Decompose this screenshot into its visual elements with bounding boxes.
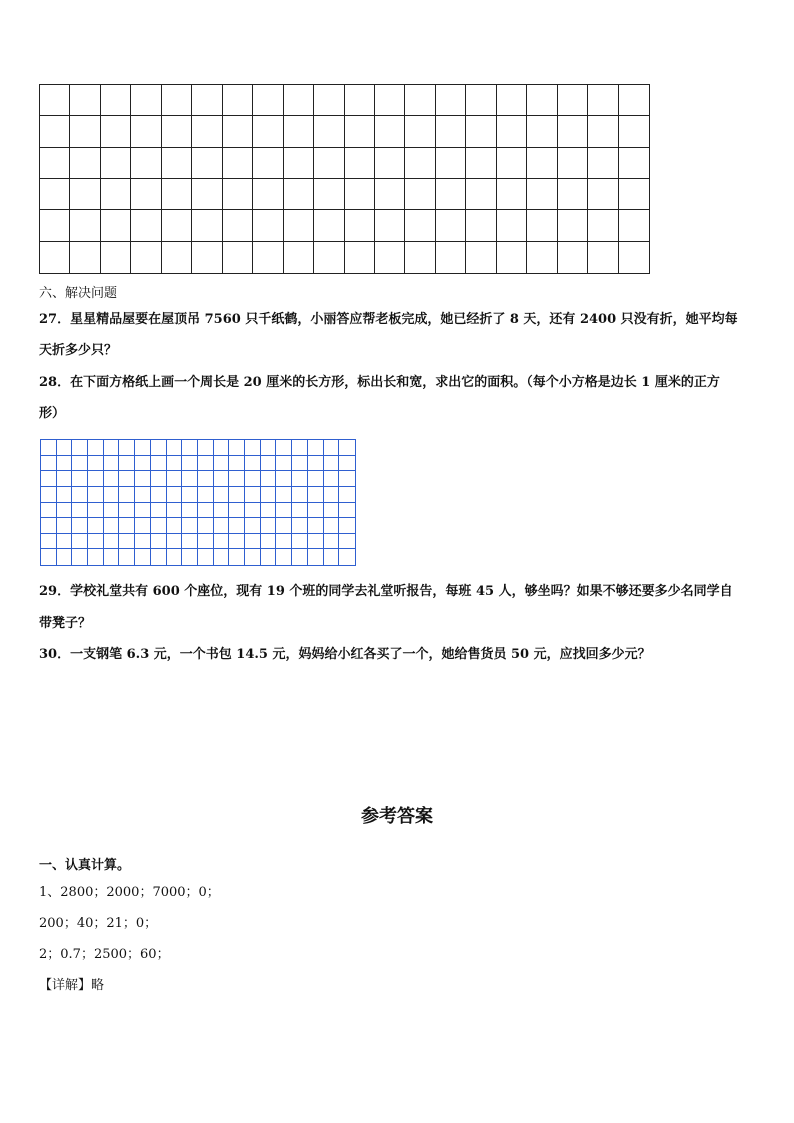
writing-grid-cell <box>436 242 466 273</box>
grid-paper-square <box>214 549 230 565</box>
writing-grid-cell <box>101 179 131 210</box>
grid-paper-square <box>182 487 198 503</box>
grid-paper-square <box>308 503 324 519</box>
writing-grid-cell <box>101 85 131 116</box>
writing-grid-cell <box>527 210 557 241</box>
writing-grid-cell <box>223 242 253 273</box>
writing-grid-cell <box>162 148 192 179</box>
writing-grid-cell <box>253 210 283 241</box>
writing-grid-cell <box>619 210 649 241</box>
grid-paper-square <box>308 471 324 487</box>
grid-paper-square <box>57 534 73 550</box>
grid-paper-square <box>167 487 183 503</box>
grid-paper-square <box>324 487 340 503</box>
grid-paper-square <box>198 440 214 456</box>
question-29-line-2: 带凳子？ <box>39 616 92 631</box>
grid-paper-square <box>167 456 183 472</box>
writing-grid-cell <box>284 85 314 116</box>
question-27-line-1: 27．星星精品屋要在屋顶吊 7560 只千纸鹤，小丽答应帮老板完成，她已经折了 8 天，还有 2400 只没有折，她平均每 <box>39 312 738 327</box>
grid-paper-square <box>214 487 230 503</box>
grid-paper-square <box>72 503 88 519</box>
grid-paper-square <box>214 456 230 472</box>
grid-paper-square <box>41 534 57 550</box>
writing-grid-cell <box>223 148 253 179</box>
question-28-line-1: 28．在下面方格纸上画一个周长是 20 厘米的长方形，标出长和宽，求出它的面积。（每个小方格是边长 1 厘米的正方 <box>39 375 720 390</box>
grid-paper-square <box>72 440 88 456</box>
writing-grid-cell <box>466 179 496 210</box>
writing-grid-cell <box>131 210 161 241</box>
writing-grid-cell <box>345 179 375 210</box>
writing-grid-cell <box>284 210 314 241</box>
grid-paper-square <box>245 549 261 565</box>
writing-grid-cell <box>253 85 283 116</box>
grid-paper-square <box>276 487 292 503</box>
grid-paper-square <box>135 440 151 456</box>
writing-grid-cell <box>497 85 527 116</box>
grid-paper-square <box>245 503 261 519</box>
grid-paper-square <box>88 503 104 519</box>
grid-paper-square <box>135 487 151 503</box>
grid-paper-square <box>57 549 73 565</box>
writing-grid-cell <box>314 116 344 147</box>
writing-grid-cell <box>405 116 435 147</box>
writing-grid-cell <box>558 210 588 241</box>
writing-grid-cell <box>192 148 222 179</box>
grid-paper-square <box>339 487 355 503</box>
grid-paper-square <box>57 503 73 519</box>
answer-line-2: 200；40；21；0； <box>39 916 158 931</box>
writing-grid-cell <box>192 116 222 147</box>
writing-grid-cell <box>70 210 100 241</box>
writing-grid-cell <box>70 148 100 179</box>
writing-grid-cell <box>314 148 344 179</box>
grid-paper-square <box>119 456 135 472</box>
grid-paper-square <box>229 534 245 550</box>
grid-paper-square <box>245 487 261 503</box>
grid-paper-square <box>324 549 340 565</box>
grid-paper-square <box>339 549 355 565</box>
writing-grid-cell <box>375 179 405 210</box>
grid-paper-square <box>88 518 104 534</box>
writing-grid-cell <box>527 116 557 147</box>
grid-paper-square <box>72 534 88 550</box>
grid-paper-square <box>214 503 230 519</box>
writing-grid-cell <box>131 85 161 116</box>
grid-paper-square <box>41 518 57 534</box>
question-28-line-2: 形） <box>39 406 66 421</box>
grid-paper-square <box>135 456 151 472</box>
grid-paper-square <box>292 534 308 550</box>
writing-grid-cell <box>405 242 435 273</box>
writing-grid-cell <box>253 179 283 210</box>
writing-grid-cell <box>619 242 649 273</box>
grid-paper-square <box>104 456 120 472</box>
grid-paper-square <box>151 518 167 534</box>
writing-grid-cell <box>345 85 375 116</box>
grid-paper-square <box>41 487 57 503</box>
grid-paper-square <box>276 534 292 550</box>
writing-grid-cell <box>345 210 375 241</box>
writing-grid-cell <box>527 148 557 179</box>
grid-paper-square <box>88 534 104 550</box>
grid-paper-square <box>339 440 355 456</box>
grid-paper-square <box>324 534 340 550</box>
section-six-heading: 六、解决问题 <box>39 286 118 301</box>
writing-grid-cell <box>162 242 192 273</box>
grid-paper-square <box>104 503 120 519</box>
writing-grid-cell <box>527 179 557 210</box>
writing-grid-cell <box>223 85 253 116</box>
grid-paper-square <box>339 456 355 472</box>
grid-paper-square <box>135 534 151 550</box>
grid-paper-square <box>135 518 151 534</box>
grid-paper-square <box>292 471 308 487</box>
grid-paper-square <box>261 534 277 550</box>
grid-paper-square <box>72 518 88 534</box>
grid-paper-square <box>261 487 277 503</box>
writing-grid-cell <box>375 85 405 116</box>
grid-paper-square <box>308 534 324 550</box>
grid-paper-square <box>308 440 324 456</box>
writing-grid-cell <box>436 148 466 179</box>
grid-paper-square <box>292 487 308 503</box>
grid-paper-square <box>261 518 277 534</box>
grid-paper-square <box>41 456 57 472</box>
grid-paper-square <box>276 549 292 565</box>
grid-paper-square <box>57 440 73 456</box>
writing-grid-cell <box>40 242 70 273</box>
writing-grid-cell <box>131 116 161 147</box>
grid-paper-square <box>261 503 277 519</box>
grid-paper-square <box>182 456 198 472</box>
writing-grid-cell <box>162 179 192 210</box>
writing-grid-cell <box>284 179 314 210</box>
writing-grid-cell <box>466 116 496 147</box>
writing-grid-cell <box>101 242 131 273</box>
writing-grid-cell <box>314 85 344 116</box>
grid-paper-square <box>104 440 120 456</box>
writing-grid-cell <box>253 242 283 273</box>
writing-grid-cell <box>345 242 375 273</box>
grid-paper-square <box>167 440 183 456</box>
grid-paper-square <box>182 440 198 456</box>
writing-grid-cell <box>131 148 161 179</box>
writing-grid-cell <box>619 116 649 147</box>
grid-paper-square <box>324 456 340 472</box>
grid-paper-square <box>88 549 104 565</box>
grid-paper-square <box>308 518 324 534</box>
grid-paper-square <box>261 456 277 472</box>
grid-paper-square <box>41 549 57 565</box>
grid-paper-square <box>182 534 198 550</box>
writing-grid-cell <box>436 85 466 116</box>
writing-grid-cell <box>314 179 344 210</box>
grid-paper-square <box>167 518 183 534</box>
grid-paper-square <box>57 487 73 503</box>
writing-grid-cell <box>466 242 496 273</box>
grid-paper-square <box>104 518 120 534</box>
grid-paper-square <box>72 471 88 487</box>
grid-paper-square <box>119 534 135 550</box>
writing-grid-cell <box>436 210 466 241</box>
grid-paper-square <box>276 471 292 487</box>
writing-grid-cell <box>131 179 161 210</box>
grid-paper-square <box>151 440 167 456</box>
grid-paper-square <box>276 440 292 456</box>
writing-grid-cell <box>314 210 344 241</box>
writing-grid-cell <box>101 210 131 241</box>
grid-paper-square <box>72 487 88 503</box>
grid-paper-square <box>119 440 135 456</box>
writing-grid-cell <box>497 148 527 179</box>
grid-paper-square <box>198 534 214 550</box>
grid-paper-square <box>182 518 198 534</box>
grid-paper-square <box>308 456 324 472</box>
writing-grid-cell <box>70 242 100 273</box>
grid-paper-square <box>229 518 245 534</box>
writing-grid-cell <box>192 242 222 273</box>
grid-paper-square <box>88 440 104 456</box>
grid-paper-square <box>135 471 151 487</box>
writing-grid-cell <box>162 116 192 147</box>
answer-key-title: 参考答案 <box>361 806 433 827</box>
writing-grid-cell <box>558 179 588 210</box>
grid-paper-square <box>198 549 214 565</box>
grid-paper-square <box>182 549 198 565</box>
writing-grid-cell <box>314 242 344 273</box>
grid-paper-square <box>151 534 167 550</box>
grid-paper-square <box>292 456 308 472</box>
grid-paper-square <box>182 503 198 519</box>
grid-paper-square <box>135 503 151 519</box>
writing-grid-cell <box>619 179 649 210</box>
grid-paper-square <box>261 440 277 456</box>
writing-grid-cell <box>497 242 527 273</box>
writing-grid-cell <box>284 242 314 273</box>
writing-grid-cell <box>375 148 405 179</box>
writing-grid-cell <box>588 210 618 241</box>
writing-grid-cell <box>588 179 618 210</box>
grid-paper-square <box>324 471 340 487</box>
writing-grid-cell <box>40 85 70 116</box>
writing-grid-cell <box>345 148 375 179</box>
writing-grid-cell <box>405 179 435 210</box>
grid-paper-square <box>151 456 167 472</box>
grid-paper-square <box>324 503 340 519</box>
writing-grid-cell <box>40 179 70 210</box>
writing-grid-cell <box>466 85 496 116</box>
grid-paper-square <box>214 440 230 456</box>
writing-grid-cell <box>497 210 527 241</box>
writing-grid-cell <box>192 85 222 116</box>
writing-grid-cell <box>436 116 466 147</box>
answer-line-3: 2；0.7；2500；60； <box>39 947 170 962</box>
writing-grid-cell <box>253 148 283 179</box>
writing-grid-cell <box>40 148 70 179</box>
grid-paper-square <box>57 456 73 472</box>
writing-grid-cell <box>558 148 588 179</box>
question-27-line-2: 天折多少只？ <box>39 343 118 358</box>
grid-paper-square <box>57 518 73 534</box>
grid-paper-square <box>214 471 230 487</box>
writing-grid-cell <box>223 210 253 241</box>
writing-grid-cell <box>436 179 466 210</box>
grid-paper-square <box>88 471 104 487</box>
writing-grid-cell <box>40 210 70 241</box>
grid-paper-square <box>198 471 214 487</box>
grid-paper-square <box>119 549 135 565</box>
grid-paper-square <box>229 503 245 519</box>
grid-paper-square <box>151 471 167 487</box>
grid-paper-square <box>167 549 183 565</box>
writing-grid-cell <box>162 210 192 241</box>
writing-grid-cell <box>375 210 405 241</box>
writing-grid-cell <box>588 116 618 147</box>
writing-grid-cell <box>70 116 100 147</box>
writing-grid-cell <box>223 179 253 210</box>
answer-section-one-heading: 一、认真计算。 <box>39 858 131 873</box>
writing-grid-cell <box>588 242 618 273</box>
grid-paper-square <box>72 549 88 565</box>
grid-paper-square <box>339 518 355 534</box>
grid-paper-square <box>41 503 57 519</box>
grid-paper-square <box>292 440 308 456</box>
writing-grid-cell <box>284 116 314 147</box>
writing-grid-cell <box>558 85 588 116</box>
grid-paper-square <box>198 518 214 534</box>
grid-paper-square <box>57 471 73 487</box>
grid-paper-square <box>245 518 261 534</box>
grid-paper-square <box>72 456 88 472</box>
writing-grid-cell <box>284 148 314 179</box>
grid-paper-square <box>167 534 183 550</box>
grid-paper-square <box>245 471 261 487</box>
writing-grid <box>39 84 650 274</box>
square-grid-paper <box>40 439 356 566</box>
grid-paper-square <box>198 456 214 472</box>
grid-paper-square <box>119 471 135 487</box>
writing-grid-cell <box>192 210 222 241</box>
grid-paper-square <box>151 503 167 519</box>
grid-paper-square <box>339 503 355 519</box>
grid-paper-square <box>198 503 214 519</box>
writing-grid-cell <box>619 148 649 179</box>
grid-paper-square <box>41 471 57 487</box>
grid-paper-square <box>245 456 261 472</box>
grid-paper-square <box>308 549 324 565</box>
writing-grid-cell <box>497 179 527 210</box>
grid-paper-square <box>151 549 167 565</box>
writing-grid-cell <box>192 179 222 210</box>
grid-paper-square <box>292 549 308 565</box>
writing-grid-cell <box>466 210 496 241</box>
grid-paper-square <box>292 518 308 534</box>
grid-paper-square <box>88 487 104 503</box>
writing-grid-cell <box>527 242 557 273</box>
grid-paper-square <box>104 549 120 565</box>
answer-line-1: 1、2800；2000；7000；0； <box>39 885 220 900</box>
grid-paper-square <box>229 549 245 565</box>
grid-paper-square <box>339 534 355 550</box>
grid-paper-square <box>119 518 135 534</box>
writing-grid-cell <box>375 116 405 147</box>
writing-grid-cell <box>345 116 375 147</box>
question-30-line-1: 30．一支钢笔 6.3 元，一个书包 14.5 元，妈妈给小红各买了一个，她给售货员 50 元，应找回多少元？ <box>39 647 651 662</box>
grid-paper-square <box>229 487 245 503</box>
question-29-line-1: 29．学校礼堂共有 600 个座位，现有 19 个班的同学去礼堂听报告，每班 45 人，够坐吗？如果不够还要多少名同学自 <box>39 584 733 599</box>
writing-grid-cell <box>405 85 435 116</box>
grid-paper-square <box>261 471 277 487</box>
grid-paper-square <box>339 471 355 487</box>
writing-grid-cell <box>375 242 405 273</box>
writing-grid-cell <box>70 85 100 116</box>
writing-grid-cell <box>162 85 192 116</box>
writing-grid-cell <box>588 148 618 179</box>
writing-grid-cell <box>527 85 557 116</box>
grid-paper-square <box>88 456 104 472</box>
grid-paper-square <box>292 503 308 519</box>
writing-grid-cell <box>558 116 588 147</box>
writing-grid-cell <box>497 116 527 147</box>
writing-grid-cell <box>101 116 131 147</box>
grid-paper-square <box>261 549 277 565</box>
writing-grid-cell <box>223 116 253 147</box>
grid-paper-square <box>151 487 167 503</box>
writing-grid-cell <box>588 85 618 116</box>
writing-grid-cell <box>131 242 161 273</box>
grid-paper-square <box>104 487 120 503</box>
writing-grid-cell <box>405 148 435 179</box>
grid-paper-square <box>167 503 183 519</box>
grid-paper-square <box>229 456 245 472</box>
answer-detail-line: 【详解】略 <box>39 978 105 993</box>
grid-paper-square <box>104 471 120 487</box>
writing-grid-cell <box>101 148 131 179</box>
grid-paper-square <box>119 503 135 519</box>
grid-paper-square <box>308 487 324 503</box>
grid-paper-square <box>167 471 183 487</box>
grid-paper-square <box>198 487 214 503</box>
grid-paper-square <box>182 471 198 487</box>
grid-paper-square <box>119 487 135 503</box>
grid-paper-square <box>135 549 151 565</box>
grid-paper-square <box>214 534 230 550</box>
writing-grid-cell <box>405 210 435 241</box>
writing-grid-cell <box>466 148 496 179</box>
grid-paper-square <box>229 471 245 487</box>
writing-grid-cell <box>40 116 70 147</box>
writing-grid-cell <box>70 179 100 210</box>
grid-paper-square <box>229 440 245 456</box>
grid-paper-square <box>245 534 261 550</box>
grid-paper-square <box>104 534 120 550</box>
writing-grid-cell <box>619 85 649 116</box>
grid-paper-square <box>276 518 292 534</box>
writing-grid-cell <box>253 116 283 147</box>
grid-paper-square <box>214 518 230 534</box>
grid-paper-square <box>324 440 340 456</box>
grid-paper-square <box>276 456 292 472</box>
grid-paper-square <box>276 503 292 519</box>
grid-paper-square <box>324 518 340 534</box>
grid-paper-square <box>41 440 57 456</box>
writing-grid-cell <box>558 242 588 273</box>
grid-paper-square <box>245 440 261 456</box>
